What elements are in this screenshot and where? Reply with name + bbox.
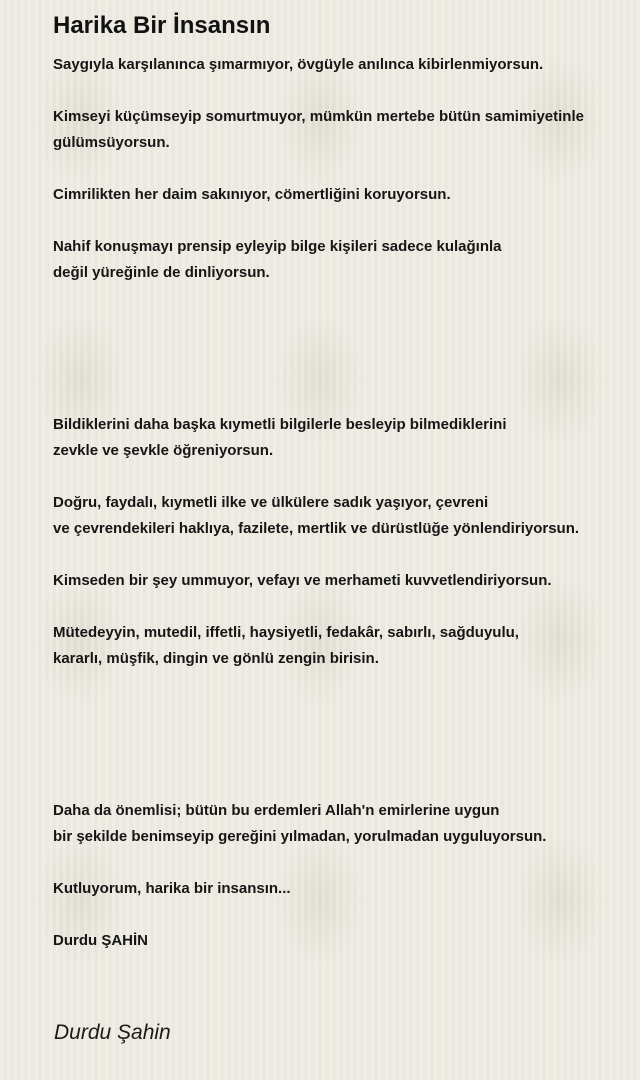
stanza-8	[53, 620, 519, 672]
signature: Durdu Şahin	[54, 1021, 171, 1044]
stanza-9	[53, 798, 546, 850]
poem-line: Kimseyi küçümseyip somurtmuyor, mümkün mertebe bütün samimiyetinle	[53, 108, 584, 125]
author-name	[53, 928, 148, 954]
stanza-3	[53, 182, 451, 208]
stanza-7	[53, 568, 552, 594]
stanza-6	[53, 490, 579, 542]
stanza-5	[53, 412, 507, 464]
poem-title: Harika Bir İnsansın	[53, 12, 271, 39]
poem-line: Doğru, faydalı, kıymetli ilke ve ülkülere sadık yaşıyor, çevreni	[53, 494, 489, 511]
poem-line: Nahif konuşmayı prensip eyleyip bilge kişileri sadece kulağınla	[53, 238, 502, 255]
poem-line: Cimrilikten her daim sakınıyor, cömertliğini koruyorsun.	[53, 186, 451, 203]
poem-line: Kimseden bir şey ummuyor, vefayı ve merhameti kuvvetlendiriyorsun.	[53, 572, 552, 589]
poem-line: gülümsüyorsun.	[53, 134, 170, 151]
poem-line: Durdu ŞAHİN	[53, 932, 148, 949]
stanza-4	[53, 234, 502, 286]
stanza-2	[53, 104, 584, 156]
poem-line: Bildiklerini daha başka kıymetli bilgilerle besleyip bilmediklerini	[53, 416, 507, 433]
stanza-10	[53, 876, 291, 902]
poem-line: Daha da önemlisi; bütün bu erdemleri Allah'n emirlerine uygun	[53, 802, 500, 819]
poem-line: kararlı, müşfik, dingin ve gönlü zengin birisin.	[53, 650, 379, 667]
poem-line: bir şekilde benimseyip gereğini yılmadan, yorulmadan uyguluyorsun.	[53, 828, 547, 845]
poem-line: ve çevrendekileri haklıya, fazilete, mertlik ve dürüstlüğe yönlendiriyorsun.	[53, 520, 580, 537]
poem-line: Kutluyorum, harika bir insansın...	[53, 880, 291, 897]
stanza-1	[53, 52, 543, 78]
poem-line: değil yüreğinle de dinliyorsun.	[53, 264, 270, 281]
poem-line: zevkle ve şevkle öğreniyorsun.	[53, 442, 274, 459]
poem-line: Mütedeyyin, mutedil, iffetli, haysiyetli, fedakâr, sabırlı, sağduyulu,	[53, 624, 519, 641]
poem-line: Saygıyla karşılanınca şımarmıyor, övgüyle anılınca kibirlenmiyorsun.	[53, 56, 544, 73]
